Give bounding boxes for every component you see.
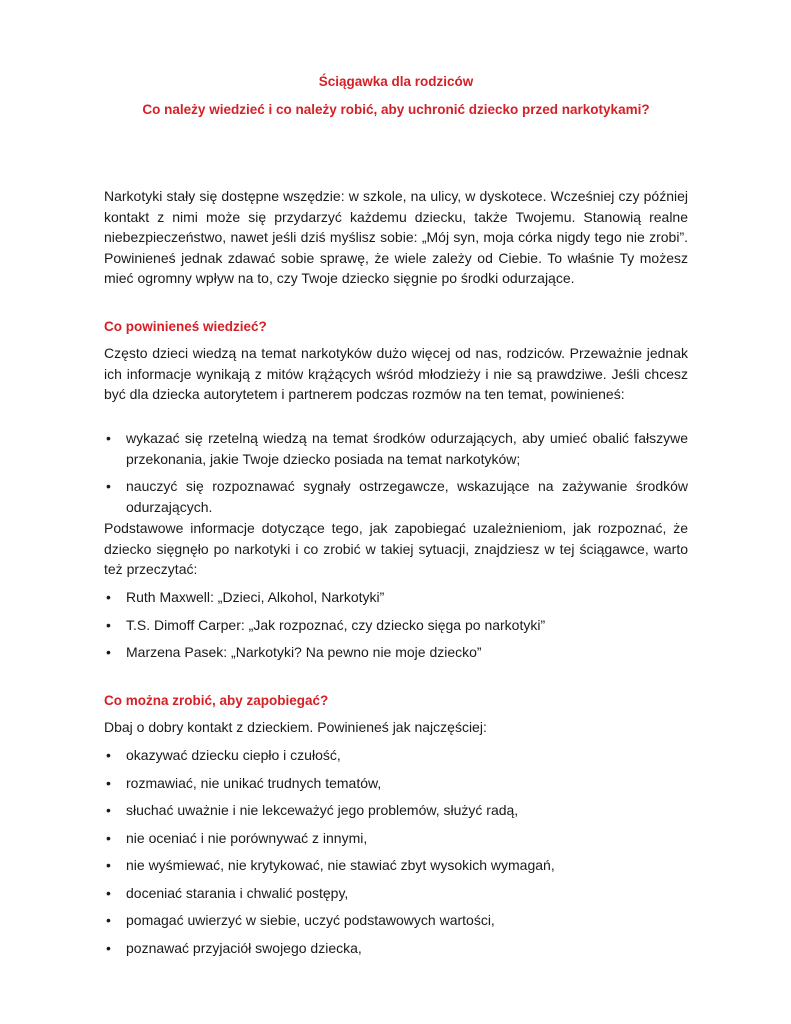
- bullet-icon: •: [106, 802, 111, 818]
- list-item-text: wykazać się rzetelną wiedzą na temat środków odurzających, aby umieć obalić fałszywe przekonania, jakie Twoje dziecko posiada na temat narkotyków;: [126, 430, 688, 467]
- list-item: [104, 883, 688, 904]
- list-item-text: nie wyśmiewać, nie krytykować, nie stawiać zbyt wysokich wymagań,: [126, 857, 555, 873]
- bullet-icon: •: [106, 939, 111, 956]
- section-heading-what-to-know: Co powinieneś wiedzieć?: [104, 319, 267, 334]
- bullet-icon: •: [106, 747, 111, 763]
- intro-block: [104, 186, 688, 289]
- bullet-icon: •: [106, 478, 111, 494]
- list-item-text: T.S. Dimoff Carper: „Jak rozpoznać, czy dziecko sięga po narkotyki”: [126, 616, 546, 633]
- list-item: [104, 910, 688, 931]
- section1-paragraph2-block: [104, 518, 688, 580]
- list-item-text: słuchać uważnie i nie lekceważyć jego problemów, służyć radą,: [126, 802, 519, 818]
- list-item-text: okazywać dziecku ciepło i czułość,: [126, 747, 341, 763]
- list-item-text: pomagać uwierzyć w siebie, uczyć podstawowych wartości,: [126, 912, 495, 928]
- bullet-icon: •: [106, 430, 111, 446]
- section1-bullets1-block: [104, 428, 688, 517]
- intro-paragraph: Narkotyki stały się dostępne wszędzie: w szkole, na ulicy, w dyskotece. Wcześniej czy później kontakt z nimi może się przydarzyć każdemu dziecku, także Twojemu. Stanowią realne niebezpieczeństwo, nawet jeśli dziś myślisz sobie: „Mój syn, moja córka nigdy tego nie zrobi”. Powinieneś jednak zdawać sobie sprawę, że wiele zależy od Ciebie. To właśnie Ty możesz mieć ogromny wpływ na to, czy Twoje dziecko sięgnie po środki odurzające.: [104, 188, 688, 286]
- list-item: [104, 476, 688, 517]
- bullet-list-prevention: [104, 745, 688, 958]
- document-title: Ściągawka dla rodziców: [318, 74, 474, 89]
- list-item: [104, 800, 688, 821]
- section2-paragraph-block: [104, 717, 688, 738]
- list-item: [104, 855, 688, 876]
- bullet-icon: •: [106, 857, 111, 873]
- bullet-icon: •: [106, 644, 111, 660]
- bullet-list-reading: [104, 587, 688, 663]
- section1-bullets2-block: [104, 587, 688, 663]
- list-item-text: Marzena Pasek: „Narkotyki? Na pewno nie moje dziecko”: [126, 644, 482, 660]
- bullet-list-knowledge: [104, 428, 688, 517]
- section-heading-prevention: Co można zrobić, aby zapobiegać?: [104, 693, 329, 708]
- section-what-to-know: [104, 318, 688, 336]
- list-item: [104, 773, 688, 794]
- list-item-text: nauczyć się rozpoznawać sygnały ostrzegawcze, wskazujące na zażywanie środków odurzających.: [126, 478, 688, 515]
- bullet-icon: •: [106, 616, 111, 633]
- section2-bullets-block: [104, 745, 688, 958]
- bullet-icon: •: [106, 774, 111, 791]
- list-item-text: poznawać przyjaciół swojego dziecka,: [126, 939, 362, 956]
- list-item: [104, 642, 688, 663]
- section1-paragraph1: Często dzieci wiedzą na temat narkotyków dużo więcej od nas, rodziców. Przeważnie jednak ich informacje wynikają z mitów krążących wśród młodzieży i nie są prawdziwe. Jeśli chcesz być dla dziecka autorytetem i partnerem podczas rozmów na ten temat, powinieneś:: [104, 345, 688, 402]
- list-item-text: rozmawiać, nie unikać trudnych tematów,: [126, 774, 382, 791]
- list-item: [104, 428, 688, 469]
- list-item: [104, 828, 688, 849]
- list-item: [104, 615, 688, 636]
- list-item-text: Ruth Maxwell: „Dzieci, Alkohol, Narkotyki”: [126, 589, 385, 605]
- document-subtitle: Co należy wiedzieć i co należy robić, aby uchronić dziecko przed narkotykami?: [142, 102, 650, 117]
- bullet-icon: •: [106, 829, 111, 846]
- list-item: [104, 938, 688, 959]
- bullet-icon: •: [106, 589, 111, 605]
- section1-paragraph1-block: [104, 343, 688, 405]
- list-item: [104, 587, 688, 608]
- section-prevention: [104, 692, 688, 710]
- section1-paragraph2: Podstawowe informacje dotyczące tego, jak zapobiegać uzależnieniom, jak rozpoznać, że dziecko sięgnęło po narkotyki i co zrobić w takiej sytuacji, znajdziesz w tej ściągawce, warto też przeczytać:: [104, 520, 688, 577]
- list-item-text: nie oceniać i nie porównywać z innymi,: [126, 829, 368, 846]
- list-item-text: doceniać starania i chwalić postępy,: [126, 884, 349, 901]
- section2-paragraph: Dbaj o dobry kontakt z dzieckiem. Powinieneś jak najczęściej:: [104, 719, 487, 735]
- list-item: [104, 745, 688, 766]
- bullet-icon: •: [106, 884, 111, 901]
- bullet-icon: •: [106, 912, 111, 928]
